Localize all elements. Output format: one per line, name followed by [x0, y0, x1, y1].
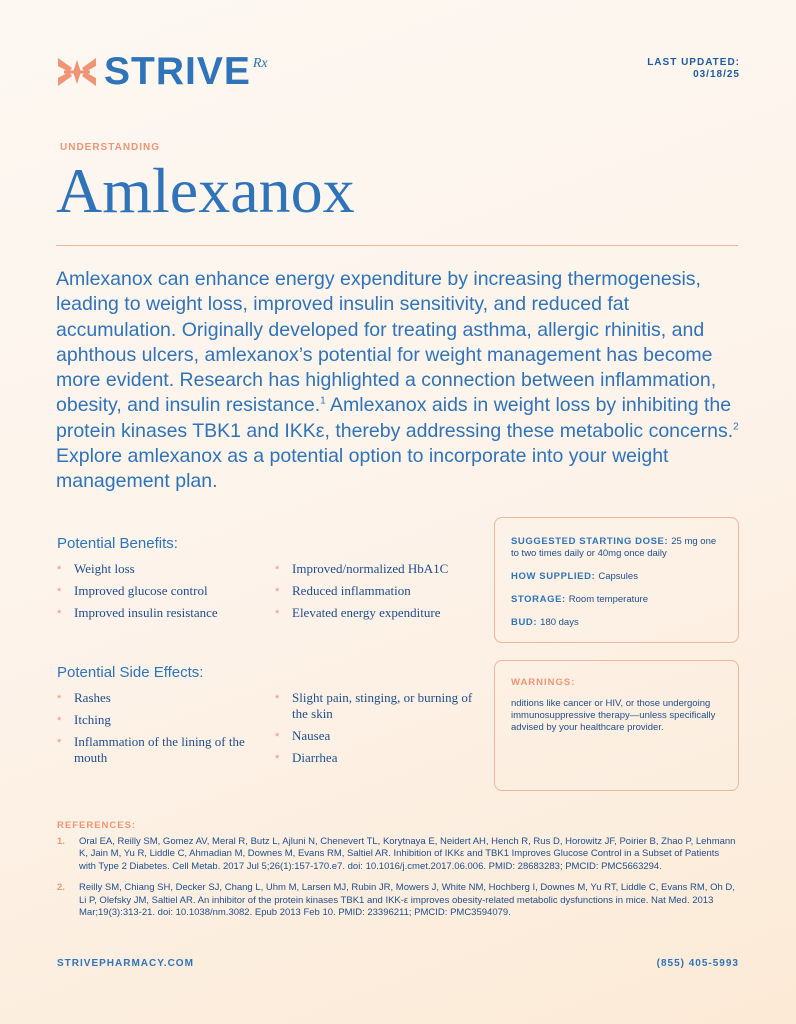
asterisk-icon: *	[57, 737, 62, 749]
bud-label: BUD:	[511, 617, 538, 628]
intro-paragraph	[56, 267, 746, 495]
intro-text-2: Amlexanox aids in weight loss by inhibiting the protein kinases TBK1 and IKKε, thereby addressing these metabolic concerns.	[56, 394, 734, 442]
intro-text-1: Amlexanox can enhance energy expenditure by increasing thermogenesis, leading to weight loss, improved insulin sensitivity, and reduced fat accumulation. Originally developed for treating asthma, allergic rhinitis, and aphthous ulcers, amlexanox’s potential for weight management has become more evident. Research has highlighted a connection between inflammation, obesity, and insulin resistance.	[56, 268, 717, 417]
list-item: * Slight pain, stinging, or burning of the skin	[275, 690, 473, 721]
brand-name: STRIVE	[104, 50, 251, 93]
asterisk-icon: *	[275, 731, 280, 743]
warnings-box	[494, 660, 739, 791]
side-effects-list-1	[57, 690, 247, 772]
bud-row	[511, 617, 722, 629]
list-item: * Reduced inflammation	[275, 583, 411, 598]
dose-label: SUGGESTED STARTING DOSE:	[511, 536, 669, 547]
storage-label: STORAGE:	[511, 594, 566, 605]
dose-row	[511, 536, 722, 560]
asterisk-icon: *	[275, 608, 280, 620]
reference-number: 2.	[57, 882, 65, 894]
storage-value: Room temperature	[568, 594, 648, 605]
reference-number: 1.	[57, 836, 65, 847]
reference-text: Reilly SM, Chiang SH, Decker SJ, Chang L, Uhm M, Larsen MJ, Rubin JR, Mowers J, White NM, Hochberg I, Downes M, Yu RT, Liddle C, Evans RM, Oh D, Li P, Olefsky JM, Saltiel AR. An inhibitor of the protein kinases TBK1 and IKK-ε improves obesity-related metabolic dysfunctions in mice. Nat Med. 2013 Mar;19(3):313-21. doi: 10.1038/nm.3082. Epub 2013 Feb 10. PMID: 23396211; PMCID: PMC3594079.	[79, 882, 735, 919]
references-list	[57, 836, 737, 928]
warnings-label: WARNINGS:	[511, 677, 576, 688]
asterisk-icon: *	[275, 564, 280, 576]
divider	[56, 245, 738, 246]
supplied-row	[511, 571, 722, 583]
warnings-text: nditions like cancer or HIV, or those undergoing immunosuppressive therapy—unless specifically advised by your healthcare provider.	[511, 698, 716, 733]
list-item: * Improved insulin resistance	[57, 605, 218, 620]
asterisk-icon: *	[275, 586, 280, 598]
asterisk-icon: *	[57, 586, 62, 598]
bud-value: 180 days	[540, 617, 579, 628]
list-item: * Weight loss	[57, 561, 135, 576]
side-effects-title: Potential Side Effects:	[57, 664, 204, 681]
list-item: * Improved glucose control	[57, 583, 208, 598]
asterisk-icon: *	[57, 693, 62, 705]
page-title: Amlexanox	[56, 155, 355, 226]
eyebrow: UNDERSTANDING	[60, 142, 161, 153]
side-effects-list-2	[275, 690, 480, 772]
last-updated	[647, 57, 740, 81]
benefits-list-2	[275, 561, 480, 627]
list-item: * Inflammation of the lining of the mouth	[57, 734, 245, 765]
reference-text: Oral EA, Reilly SM, Gomez AV, Meral R, Butz L, Ajluni N, Chenevert TL, Korytnaya E, Neidert AH, Hench R, Rus D, Horowitz JF, Poirier B, Zhao P, Lehmann K, Jain M, Yu R, Liddle C, Ahmadian M, Downes M, Evans RM, Saltiel AR. Inhibition of IKKε and TBK1 Improves Glucose Control in a Subset of Patients with Type 2 Diabetes. Cell Metab. 2017 Jul 5;26(1):157-170.e7. doi: 10.1016/j.cmet.2017.06.006. PMID: 28683283; PMCID: PMC5663294.	[79, 836, 736, 872]
references-label: REFERENCES:	[57, 820, 137, 831]
supplied-label: HOW SUPPLIED:	[511, 571, 596, 582]
asterisk-icon: *	[57, 564, 62, 576]
last-updated-label: LAST UPDATED:	[647, 57, 740, 68]
reference-item	[57, 836, 737, 873]
strive-mark-icon	[56, 52, 98, 92]
list-item: * Elevated energy expenditure	[275, 605, 441, 620]
brand-logo	[56, 52, 268, 92]
supplied-value: Capsules	[598, 571, 638, 582]
intro-text-3: Explore amlexanox as a potential option to incorporate into your weight management plan.	[56, 445, 669, 493]
list-item: * Diarrhea	[275, 750, 338, 765]
list-item: * Itching	[57, 712, 111, 727]
website-link[interactable]: STRIVEPHARMACY.COM	[57, 958, 194, 969]
benefits-list-1	[57, 561, 262, 627]
storage-row	[511, 594, 722, 606]
brand-suffix: Rx	[252, 56, 268, 71]
list-item: * Nausea	[275, 728, 331, 743]
list-item: * Rashes	[57, 690, 111, 705]
dosing-info-box	[494, 517, 739, 643]
citation-2: 2	[733, 421, 739, 433]
asterisk-icon: *	[57, 608, 62, 620]
citation-1: 1	[320, 395, 326, 407]
dose-value: 25 mg one to two times daily or 40mg once daily	[511, 536, 717, 559]
reference-item	[57, 882, 737, 919]
asterisk-icon: *	[275, 693, 280, 705]
last-updated-date: 03/18/25	[693, 69, 740, 80]
benefits-title: Potential Benefits:	[57, 535, 178, 552]
list-item: * Improved/normalized HbA1C	[275, 561, 449, 576]
phone-number[interactable]: (855) 405-5993	[656, 958, 739, 969]
asterisk-icon: *	[275, 753, 280, 765]
asterisk-icon: *	[57, 715, 62, 727]
